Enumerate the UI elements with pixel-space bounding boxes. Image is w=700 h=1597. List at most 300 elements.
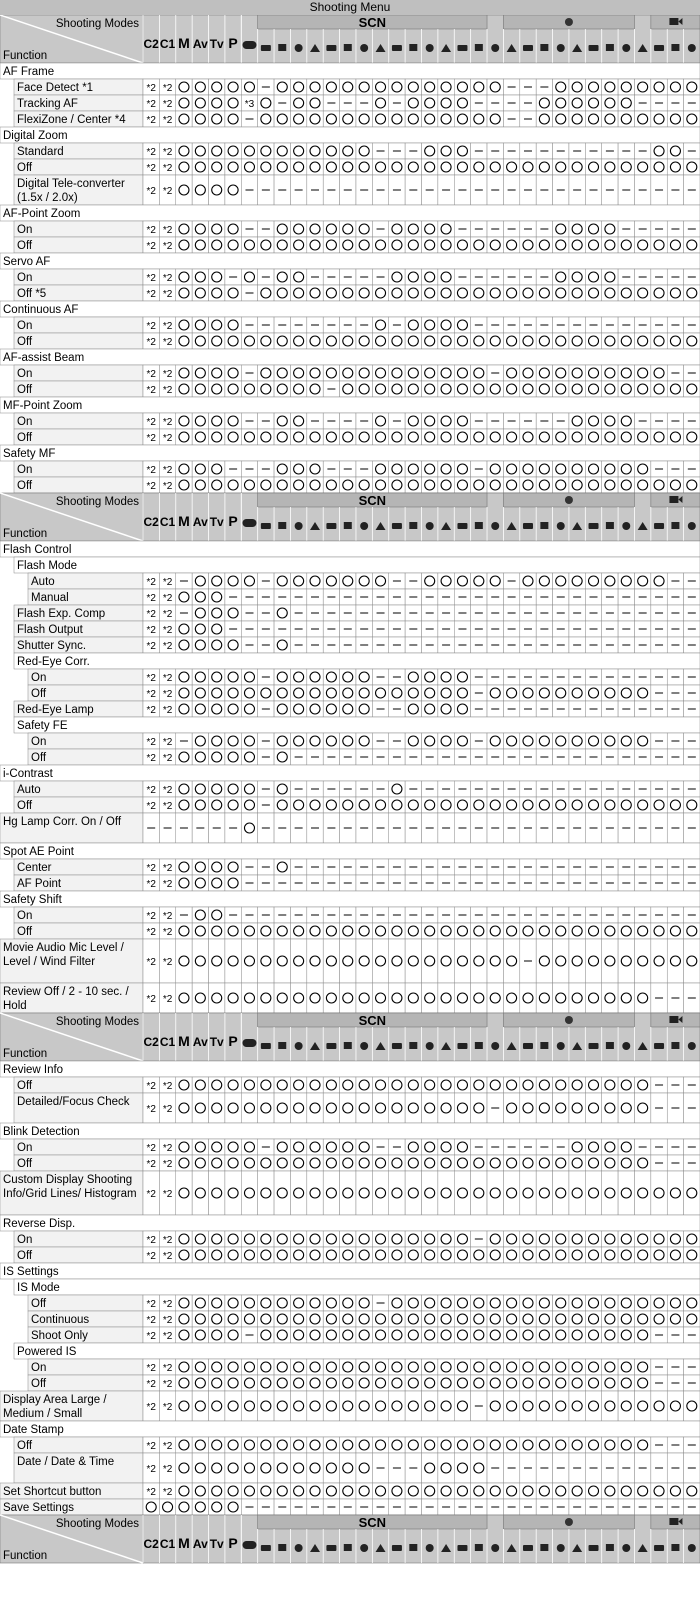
section-label: Safety FE xyxy=(17,720,68,732)
mode-tv: Tv xyxy=(209,37,224,51)
mode-icon-24 xyxy=(540,1042,548,1049)
mode-icon-17 xyxy=(426,522,434,530)
mode-p: P xyxy=(228,1033,238,1049)
row-label: Off xyxy=(17,432,33,444)
note-mark: *2 xyxy=(146,689,156,700)
note-mark: *2 xyxy=(146,186,156,197)
mode-icon-27 xyxy=(589,45,599,51)
mode-icon-32 xyxy=(671,522,679,529)
mode-icon-24 xyxy=(540,44,548,51)
mode-c1: C1 xyxy=(159,1537,176,1551)
row-label-line: Medium / Small xyxy=(3,1408,83,1420)
note-mark: *2 xyxy=(162,673,173,684)
part1-row-25 xyxy=(14,477,700,493)
function-label: Function xyxy=(3,1550,48,1562)
part2-row-21 xyxy=(0,891,700,907)
mode-p: P xyxy=(228,1535,238,1551)
mode-icon-23 xyxy=(523,1545,533,1551)
mode-icon-6 xyxy=(242,1039,256,1047)
creative-filters-icon xyxy=(565,1016,573,1024)
note-mark: *2 xyxy=(146,1251,156,1262)
part2-row-8 xyxy=(28,669,700,685)
row-label: Flash Exp. Comp xyxy=(17,608,106,620)
note-mark: *2 xyxy=(146,321,156,332)
section-label: Reverse Disp. xyxy=(3,1218,76,1230)
row-label: Continuous xyxy=(31,1314,90,1326)
note-mark: *2 xyxy=(162,115,173,126)
note-mark: *2 xyxy=(162,417,173,428)
part3-row-1 xyxy=(14,1077,700,1093)
note-mark: *2 xyxy=(146,863,156,874)
mode-icon-9 xyxy=(295,1042,303,1050)
note-mark: *2 xyxy=(162,1299,173,1310)
mode-icon-11 xyxy=(326,45,336,51)
row-label: Off xyxy=(17,162,33,174)
mode-icon-28 xyxy=(606,522,614,529)
mode-c2: C2 xyxy=(143,1537,159,1551)
note-mark: *2 xyxy=(146,1464,156,1475)
part2-row-11 xyxy=(14,717,700,733)
part1-row-7 xyxy=(14,175,700,205)
note-mark: *2 xyxy=(162,163,173,174)
part2-row-1 xyxy=(14,557,700,573)
part3-row-13 xyxy=(28,1311,700,1327)
note-mark: *2 xyxy=(146,1402,156,1413)
mode-icon-33 xyxy=(688,44,696,52)
mode-icon-21 xyxy=(491,44,499,52)
mode-icon-31 xyxy=(654,1545,664,1551)
note-mark: *2 xyxy=(146,641,156,652)
note-mark: *2 xyxy=(162,99,173,110)
note-mark: *2 xyxy=(146,465,156,476)
mode-icon-16 xyxy=(409,522,417,529)
mode-icon-27 xyxy=(589,1545,599,1551)
note-mark: *2 xyxy=(146,147,156,158)
part2-row-2 xyxy=(28,573,700,589)
mode-icon-29 xyxy=(622,1042,630,1050)
function-label: Function xyxy=(3,1048,48,1060)
note-mark: *2 xyxy=(162,1315,173,1326)
part3-row-21 xyxy=(14,1453,700,1483)
mode-icon-12 xyxy=(344,1042,352,1049)
note-mark: *2 xyxy=(162,1251,173,1262)
note-mark: *2 xyxy=(146,417,156,428)
movie-icon xyxy=(669,1016,678,1023)
part2-row-13 xyxy=(28,749,700,765)
row-label: Off xyxy=(31,1378,47,1390)
note-mark: *2 xyxy=(162,321,173,332)
mode-icon-13 xyxy=(360,1042,368,1050)
mode-icon-19 xyxy=(457,523,467,529)
section-label: Safety MF xyxy=(3,448,56,460)
creative-filters-icon xyxy=(565,1518,573,1526)
mode-icon-25 xyxy=(557,522,565,530)
note-mark: *2 xyxy=(146,785,156,796)
part2-row-10 xyxy=(14,701,700,717)
section-label: i-Contrast xyxy=(3,768,53,780)
part1-row-5 xyxy=(14,143,700,159)
part2-row-6 xyxy=(14,637,700,653)
part1-row-0 xyxy=(0,63,700,79)
note-mark: *2 xyxy=(146,1143,156,1154)
movie-icon xyxy=(669,18,678,25)
row-label-line: Display Area Large / xyxy=(3,1394,107,1406)
mode-icon-15 xyxy=(392,523,402,529)
mode-icon-8 xyxy=(278,1042,286,1049)
mode-icon-13 xyxy=(360,1544,368,1552)
section-label: MF-Point Zoom xyxy=(3,400,83,412)
row-label: Face Detect *1 xyxy=(17,82,94,94)
note-mark: *2 xyxy=(146,1379,156,1390)
row-label-line: Review Off / 2 - 10 sec. / xyxy=(3,986,129,998)
mode-icon-7 xyxy=(261,45,271,51)
note-mark: *2 xyxy=(146,1189,156,1200)
row-label: On xyxy=(17,224,33,236)
note-mark: *2 xyxy=(146,1363,156,1374)
note-mark: *2 xyxy=(162,753,173,764)
part1-row-10 xyxy=(14,237,700,253)
note-mark: *2 xyxy=(162,1402,173,1413)
note-mark: *2 xyxy=(146,593,156,604)
header-block-4 xyxy=(0,1515,700,1563)
section-label: AF-assist Beam xyxy=(3,352,85,364)
mode-icon-11 xyxy=(326,1043,336,1049)
mode-icon-13 xyxy=(360,44,368,52)
row-label-line: Detailed/Focus Check xyxy=(17,1096,130,1108)
part3-row-5 xyxy=(14,1155,700,1171)
note-mark: *2 xyxy=(162,1143,173,1154)
mode-icon-9 xyxy=(295,522,303,530)
mode-c1: C1 xyxy=(159,515,176,529)
mode-c2: C2 xyxy=(143,37,159,51)
mode-icon-33 xyxy=(688,1042,696,1050)
mode-p: P xyxy=(228,513,238,529)
mode-icon-12 xyxy=(344,522,352,529)
part2-row-0 xyxy=(0,541,700,557)
part1-row-21 xyxy=(14,413,700,429)
mode-icon-25 xyxy=(557,44,565,52)
part2-row-20 xyxy=(14,875,700,891)
row-label: Off xyxy=(17,1250,33,1262)
row-label: Off xyxy=(31,688,47,700)
note-mark: *2 xyxy=(162,433,173,444)
note-mark: *2 xyxy=(146,1299,156,1310)
mode-icon-16 xyxy=(409,1544,417,1551)
row-label: Manual xyxy=(31,592,69,604)
row-label-line: Hg Lamp Corr. On / Off xyxy=(3,816,122,828)
mode-icon-28 xyxy=(606,1544,614,1551)
part1-row-8 xyxy=(0,205,700,221)
note-mark: *2 xyxy=(146,705,156,716)
mode-m: M xyxy=(178,35,190,51)
note-mark: *2 xyxy=(146,957,156,968)
part2-row-19 xyxy=(14,859,700,875)
note-mark: *2 xyxy=(146,1441,156,1452)
mode-tv: Tv xyxy=(209,1035,224,1049)
row-label: On xyxy=(17,368,33,380)
header-block-3 xyxy=(0,1013,700,1061)
note-mark: *2 xyxy=(162,689,173,700)
mode-icon-29 xyxy=(622,1544,630,1552)
note-mark: *2 xyxy=(162,609,173,620)
part2-row-3 xyxy=(28,589,700,605)
part1-row-14 xyxy=(0,301,700,317)
part1-row-18 xyxy=(14,365,700,381)
row-label: Auto xyxy=(31,576,55,588)
mode-icon-20 xyxy=(475,1042,483,1049)
mode-icon-29 xyxy=(622,522,630,530)
part3-row-11 xyxy=(14,1279,700,1295)
part2-row-18 xyxy=(0,843,700,859)
mode-icon-7 xyxy=(261,1043,271,1049)
mode-icon-25 xyxy=(557,1544,565,1552)
row-label: Off xyxy=(17,926,33,938)
row-label: On xyxy=(17,1234,33,1246)
mode-icon-32 xyxy=(671,44,679,51)
part1-row-11 xyxy=(0,253,700,269)
note-mark: *2 xyxy=(146,273,156,284)
creative-filters-icon xyxy=(565,18,573,26)
mode-tv: Tv xyxy=(209,515,224,529)
part2-row-22 xyxy=(14,907,700,923)
mode-icon-8 xyxy=(278,522,286,529)
row-label-line: Date / Date & Time xyxy=(17,1456,115,1468)
section-label: Red-Eye Corr. xyxy=(17,656,90,668)
mode-icon-31 xyxy=(654,1043,664,1049)
part3-row-17 xyxy=(28,1375,700,1391)
mode-icon-28 xyxy=(606,1042,614,1049)
section-label: Review Info xyxy=(3,1064,64,1076)
part3-row-4 xyxy=(14,1139,700,1155)
mode-icon-24 xyxy=(540,1544,548,1551)
part1-row-17 xyxy=(0,349,700,365)
note-mark: *2 xyxy=(146,241,156,252)
section-label: Digital Zoom xyxy=(3,130,68,142)
mode-icon-31 xyxy=(654,45,664,51)
note-mark: *2 xyxy=(162,801,173,812)
part1-row-2 xyxy=(14,95,700,111)
mode-icon-13 xyxy=(360,522,368,530)
note-mark: *2 xyxy=(162,577,173,588)
row-label: Off xyxy=(17,336,33,348)
part3-row-3 xyxy=(0,1123,700,1139)
row-label-line: Info/Grid Lines/ Histogram xyxy=(3,1188,137,1200)
part3-row-10 xyxy=(0,1263,700,1279)
row-label: On xyxy=(17,1142,33,1154)
note-mark: *2 xyxy=(146,609,156,620)
mode-icon-28 xyxy=(606,44,614,51)
part3-row-6 xyxy=(0,1171,700,1215)
mode-icon-16 xyxy=(409,44,417,51)
mode-icon-6 xyxy=(242,1541,256,1549)
section-label: Date Stamp xyxy=(3,1424,64,1436)
mode-icon-24 xyxy=(540,522,548,529)
part3-row-14 xyxy=(28,1327,700,1343)
mode-icon-11 xyxy=(326,523,336,529)
row-label: On xyxy=(17,320,33,332)
mode-icon-23 xyxy=(523,45,533,51)
note-mark: *2 xyxy=(162,863,173,874)
row-label: Shoot Only xyxy=(31,1330,88,1342)
mode-icon-32 xyxy=(671,1544,679,1551)
section-label: AF-Point Zoom xyxy=(3,208,81,220)
note-mark: *2 xyxy=(146,369,156,380)
mode-av: Av xyxy=(192,1035,208,1049)
note-mark: *2 xyxy=(162,1441,173,1452)
note-mark: *2 xyxy=(146,879,156,890)
note-mark: *2 xyxy=(146,115,156,126)
part3-row-19 xyxy=(0,1421,700,1437)
mode-c1: C1 xyxy=(159,37,176,51)
shooting-modes-label: Shooting Modes xyxy=(55,18,139,30)
part1-row-24 xyxy=(14,461,700,477)
note-mark: *2 xyxy=(162,1235,173,1246)
mode-icon-15 xyxy=(392,45,402,51)
mode-icon-7 xyxy=(261,523,271,529)
row-label: Off xyxy=(17,1080,33,1092)
note-mark: *2 xyxy=(146,1315,156,1326)
row-label: Auto xyxy=(17,784,41,796)
note-mark: *2 xyxy=(162,785,173,796)
note-mark: *2 xyxy=(146,737,156,748)
note-mark: *2 xyxy=(162,186,173,197)
part1-row-15 xyxy=(14,317,700,333)
group-scn-label: SCN xyxy=(358,15,387,30)
mode-icon-27 xyxy=(589,1043,599,1049)
mode-c2: C2 xyxy=(143,515,159,529)
mode-icon-19 xyxy=(457,1545,467,1551)
row-label: On xyxy=(31,672,47,684)
section-label: IS Mode xyxy=(17,1282,60,1294)
note-mark: *2 xyxy=(146,673,156,684)
row-label: Off xyxy=(17,240,33,252)
creative-filters-icon xyxy=(565,496,573,504)
mode-c2: C2 xyxy=(143,1035,159,1049)
group-scn-label: SCN xyxy=(358,493,387,508)
part3-row-7 xyxy=(0,1215,700,1231)
row-label: On xyxy=(17,910,33,922)
row-label: On xyxy=(17,272,33,284)
part3-row-20 xyxy=(14,1437,700,1453)
part2-row-5 xyxy=(14,621,700,637)
note-mark: *2 xyxy=(162,241,173,252)
row-label: Shutter Sync. xyxy=(17,640,87,652)
note-mark: *2 xyxy=(146,99,156,110)
group-scn-label: SCN xyxy=(358,1013,387,1028)
part2-row-12 xyxy=(28,733,700,749)
note-mark: *2 xyxy=(162,225,173,236)
section-label: Powered IS xyxy=(17,1346,77,1358)
note-mark: *2 xyxy=(162,1081,173,1092)
row-label-line: Movie Audio Mic Level / xyxy=(3,942,124,954)
function-label: Function xyxy=(3,528,48,540)
row-label: Off xyxy=(31,1298,47,1310)
note-mark: *3 xyxy=(244,99,255,110)
note-mark: *2 xyxy=(162,1331,173,1342)
note-mark: *2 xyxy=(162,957,173,968)
mode-icon-17 xyxy=(426,44,434,52)
mode-icon-32 xyxy=(671,1042,679,1049)
part3-row-8 xyxy=(14,1231,700,1247)
note-mark: *2 xyxy=(162,465,173,476)
row-label: Standard xyxy=(17,146,64,158)
note-mark: *2 xyxy=(146,481,156,492)
row-label-line: Digital Tele-converter xyxy=(17,178,125,190)
part3-row-15 xyxy=(14,1343,700,1359)
section-label: Flash Control xyxy=(3,544,72,556)
part3-row-16 xyxy=(28,1359,700,1375)
mode-icon-9 xyxy=(295,1544,303,1552)
mode-icon-17 xyxy=(426,1544,434,1552)
note-mark: *2 xyxy=(162,625,173,636)
group-scn-label: SCN xyxy=(358,1515,387,1530)
part3-row-2 xyxy=(14,1093,700,1123)
mode-icon-33 xyxy=(688,522,696,530)
mode-m: M xyxy=(178,513,190,529)
mode-icon-20 xyxy=(475,1544,483,1551)
note-mark: *2 xyxy=(146,163,156,174)
shooting-modes-label: Shooting Modes xyxy=(55,496,139,508)
note-mark: *2 xyxy=(146,289,156,300)
part2-row-15 xyxy=(14,781,700,797)
movie-icon xyxy=(669,1518,678,1525)
mode-icon-21 xyxy=(491,1042,499,1050)
mode-av: Av xyxy=(192,37,208,51)
section-label: Servo AF xyxy=(3,256,51,268)
mode-icon-8 xyxy=(278,44,286,51)
row-label-line: (1.5x / 2.0x) xyxy=(17,192,78,204)
header-block-2 xyxy=(0,493,700,541)
row-label: Off xyxy=(17,1440,33,1452)
section-label: Continuous AF xyxy=(3,304,79,316)
note-mark: *2 xyxy=(146,625,156,636)
note-mark: *2 xyxy=(162,369,173,380)
mode-icon-27 xyxy=(589,523,599,529)
mode-icon-25 xyxy=(557,1042,565,1050)
header-block-1 xyxy=(0,15,700,63)
mode-icon-16 xyxy=(409,1042,417,1049)
mode-icon-21 xyxy=(491,1544,499,1552)
mode-icon-11 xyxy=(326,1545,336,1551)
part1-row-22 xyxy=(14,429,700,445)
note-mark: *2 xyxy=(146,1235,156,1246)
note-mark: *2 xyxy=(146,385,156,396)
mode-icon-20 xyxy=(475,44,483,51)
note-mark: *2 xyxy=(162,879,173,890)
note-mark: *2 xyxy=(162,593,173,604)
mode-icon-6 xyxy=(242,519,256,527)
section-label: Flash Mode xyxy=(17,560,78,572)
mode-icon-19 xyxy=(457,45,467,51)
row-label: Off *5 xyxy=(17,288,47,300)
shooting-modes-label: Shooting Modes xyxy=(55,1518,139,1530)
row-label: AF Point xyxy=(17,878,62,890)
shooting-menu-table xyxy=(0,15,700,1597)
note-mark: *2 xyxy=(162,1464,173,1475)
mode-p: P xyxy=(228,35,238,51)
note-mark: *2 xyxy=(146,801,156,812)
note-mark: *2 xyxy=(162,1189,173,1200)
note-mark: *2 xyxy=(162,1379,173,1390)
part1-row-23 xyxy=(0,445,700,461)
page-title: Shooting Menu xyxy=(0,0,700,16)
section-label: Spot AE Point xyxy=(3,846,74,858)
part2-row-24 xyxy=(0,939,700,983)
mode-m: M xyxy=(178,1033,190,1049)
mode-icon-23 xyxy=(523,1043,533,1049)
note-mark: *2 xyxy=(146,927,156,938)
part2-row-7 xyxy=(14,653,700,669)
